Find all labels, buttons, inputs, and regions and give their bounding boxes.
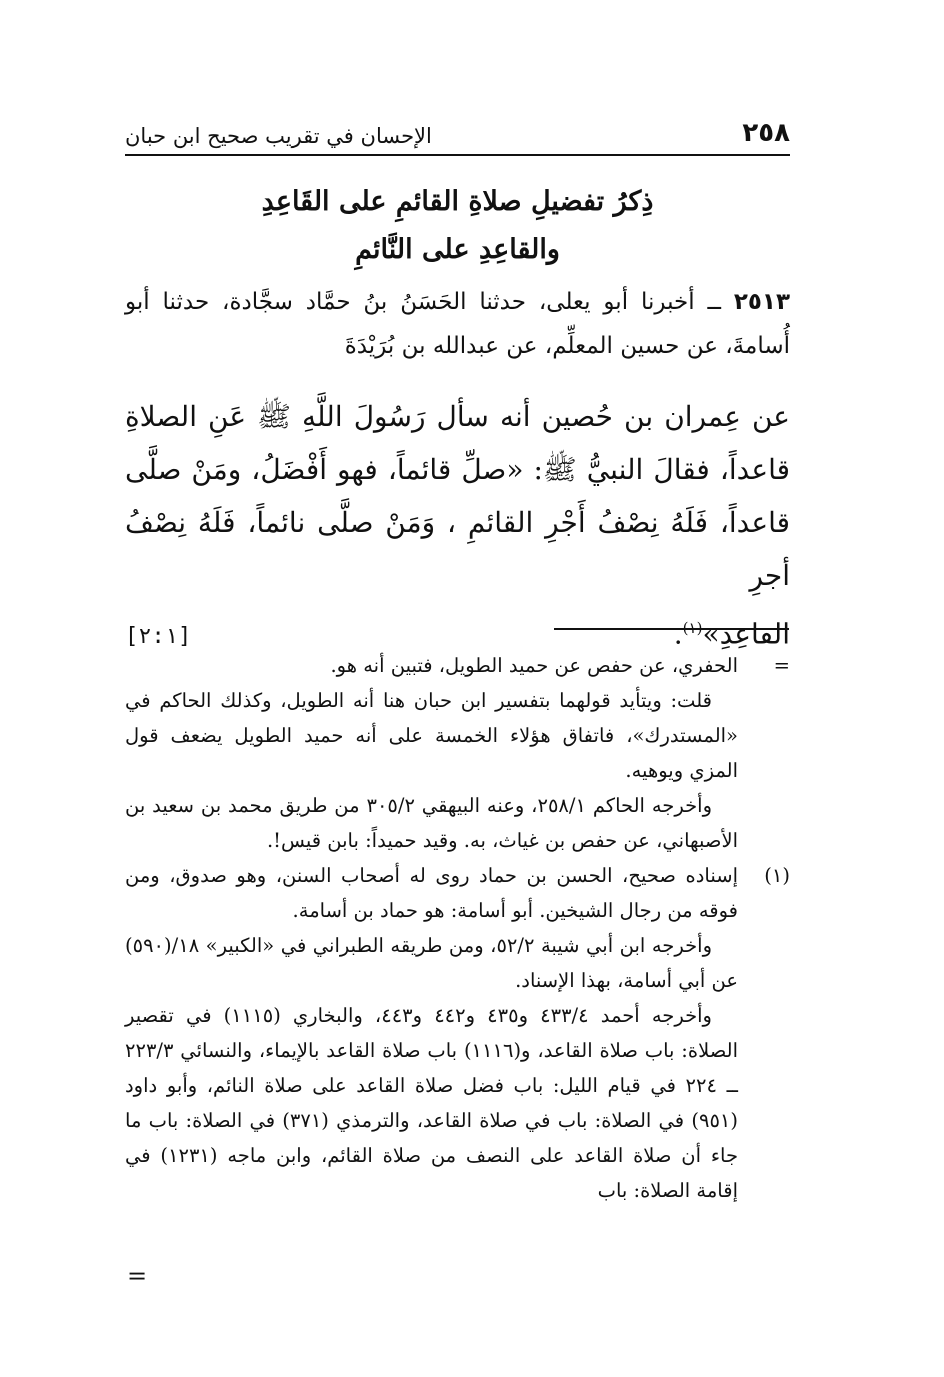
footnote-1 [125, 858, 790, 1208]
running-header [125, 108, 790, 156]
hadith-isnad [125, 280, 790, 368]
grading-reference: [٢:١] [125, 624, 192, 650]
footnote-continuation [125, 648, 790, 858]
chapter-heading [125, 178, 790, 274]
footnote-ref: (١) [682, 619, 703, 637]
footnote-paragraph: وأخرجه أحمد ٤٣٣/٤ و٤٣٥ و٤٤٢ و٤٤٣، والبخاري (١١١٥) في تقصير الصلاة: باب صلاة القاعد، و(١١١٦) باب صلاة القاعد بالإيماء، والنسائي ٢٢٣/٣ ــ ٢٢٤ في قيام الليل: باب فضل صلاة القاعد على صلاة النائم، وأبو داود (٩٥١) في الصلاة: باب في صلاة القاعد، والترمذي (٣٧١) في الصلاة: باب ما جاء أن صلاة القاعد على النصف من صلاة القائم، وابن ماجه (١٢٣١) في إقامة الصلاة: باب [125, 1004, 739, 1202]
matn-line: قاعداً، فقالَ النبيُّ ﷺ: «صلِّ قائماً، فهو أَفْضَلُ، ومَنْ صلَّى [125, 453, 790, 486]
footnote-paragraph: قلت: ويتأيد قولهما بتفسير ابن حبان هنا أنه الطويل، وكذلك الحاكم في «المستدرك»، فاتفاق هؤلاء الخمسة على أنه حميد الطويل يضعف قول المزي ويوهيه. [125, 689, 738, 782]
running-title: الإحسان في تقريب صحيح ابن حبان [125, 124, 432, 148]
heading-line-2: والقاعِدِ على النَّائمِ [355, 234, 560, 265]
isnad-text: ــ أخبرنا أبو يعلى، حدثنا الحَسَنُ بنُ حمَّاد سجَّادة، حدثنا أبو أُسامةَ، عن حسين المعلِّم، عن عبدالله بن بُرَيْدَةَ [125, 289, 790, 359]
footnote-paragraph: وأخرجه ابن أبي شيبة ٥٢/٢، ومن طريقه الطبراني في «الكبير» ١٨/(٥٩٠) عن أبي أسامة، بهذا الإسناد. [125, 934, 738, 992]
matn-line: عن عِمران بن حُصين أنه سأل رَسُولَ اللَّهِ ﷺ عَنِ الصلاةِ [125, 400, 790, 433]
footnote-separator [554, 628, 789, 630]
matn-line: قاعداً، فَلَهُ نِصْفُ أَجْرِ القائمِ ، وَمَنْ صلَّى نائماً، فَلَهُ نِصْفُ أجرِ [125, 506, 790, 592]
hadith-number: ٢٥١٣ [733, 289, 790, 315]
continued-marker: = [127, 1262, 148, 1290]
page-number: ٢٥٨ [742, 118, 790, 148]
footnote-body [125, 648, 738, 858]
footnote-paragraph: إسناده صحيح، الحسن بن حماد روى له أصحاب السنن، وهو صدوق، ومن فوقه من رجال الشيخين. أبو أسامة: هو حماد بن أسامة. [125, 864, 738, 922]
matn-line-end: القاعِدِ»$^{(١)}$. [673, 617, 790, 651]
footnote-paragraph: وأخرجه الحاكم ٢٥٨/١، وعنه البيهقي ٣٠٥/٢ من طريق محمد بن سعيد بن الأصبهاني، عن حفص بن غياث، به. وقيد حميداً: بابن قيس!. [125, 794, 738, 852]
footnote-body [125, 858, 738, 1208]
continuation-marker: = [773, 654, 790, 677]
matn-last-text: القاعِدِ» [702, 617, 790, 651]
footnote-1-marker: (١) [764, 864, 790, 887]
hadith-matn [125, 390, 790, 663]
footnotes [125, 648, 790, 1208]
footnote-paragraph: الحفري، عن حفص عن حميد الطويل، فتبين أنه هو. [330, 654, 738, 677]
heading-line-1: ذِكرُ تفضيلِ صلاةِ القائمِ على القَاعِدِ [261, 186, 654, 217]
